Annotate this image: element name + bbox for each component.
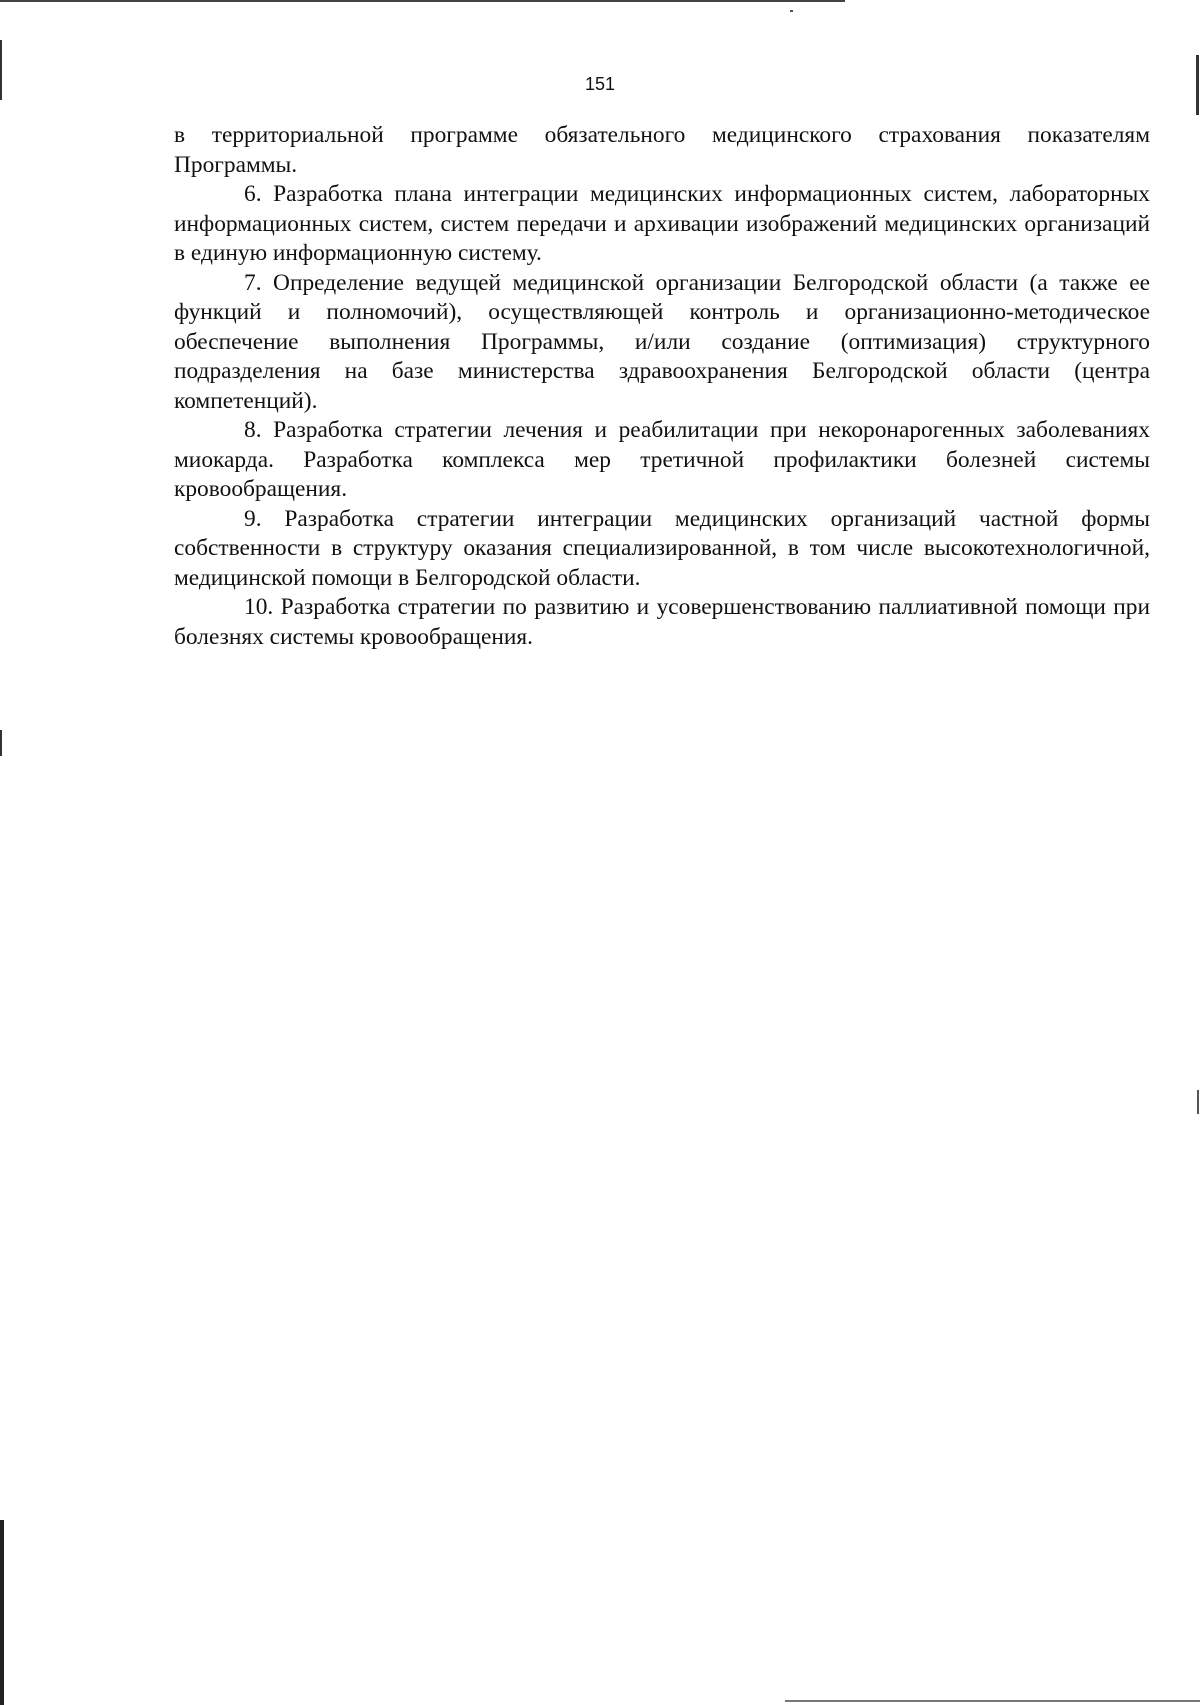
paragraph-item-9: 9. Разработка стратегии интеграции медицинских организаций частной формы собственности в структуру оказания специализированной, в том числе высокотехнологичной, медицинской помощи в Белгородской области.	[174, 505, 1150, 591]
scan-speck	[790, 10, 793, 12]
scan-edge-right	[1197, 1090, 1199, 1114]
scan-edge-top	[0, 0, 845, 2]
paragraph-item-10: 10. Разработка стратегии по развитию и усовершенствованию паллиативной помощи при болезнях системы кровообращения.	[174, 594, 1150, 650]
scan-edge-left	[0, 1520, 4, 1705]
paragraph-item-6: 6. Разработка плана интеграции медицинских информационных систем, лабораторных информационных систем, систем передачи и архивации изображений медицинских организаций в единую информационную систему.	[174, 181, 1150, 266]
document-body	[174, 121, 1150, 652]
scan-edge-left	[0, 730, 2, 756]
paragraph-continuation: в территориальной программе обязательного медицинского страхования показателям Программы.	[174, 122, 1150, 178]
page-number: 151	[584, 74, 616, 94]
paragraph-item-8: 8. Разработка стратегии лечения и реабилитации при некоронарогенных заболеваниях миокарда. Разработка комплекса мер третичной профилактики болезней системы кровообращения.	[174, 417, 1150, 502]
paragraph-item-7: 7. Определение ведущей медицинской организации Белгородской области (а также ее функций и полномочий), осуществляющей контроль и организационно-методическое обеспечение выполнения Программы, и/или создание (оптимизация) структурного подразделения на базе министерства здравоохранения Белгородской области (центра компетенций).	[174, 269, 1150, 414]
scan-edge-bottom	[785, 1700, 1200, 1702]
